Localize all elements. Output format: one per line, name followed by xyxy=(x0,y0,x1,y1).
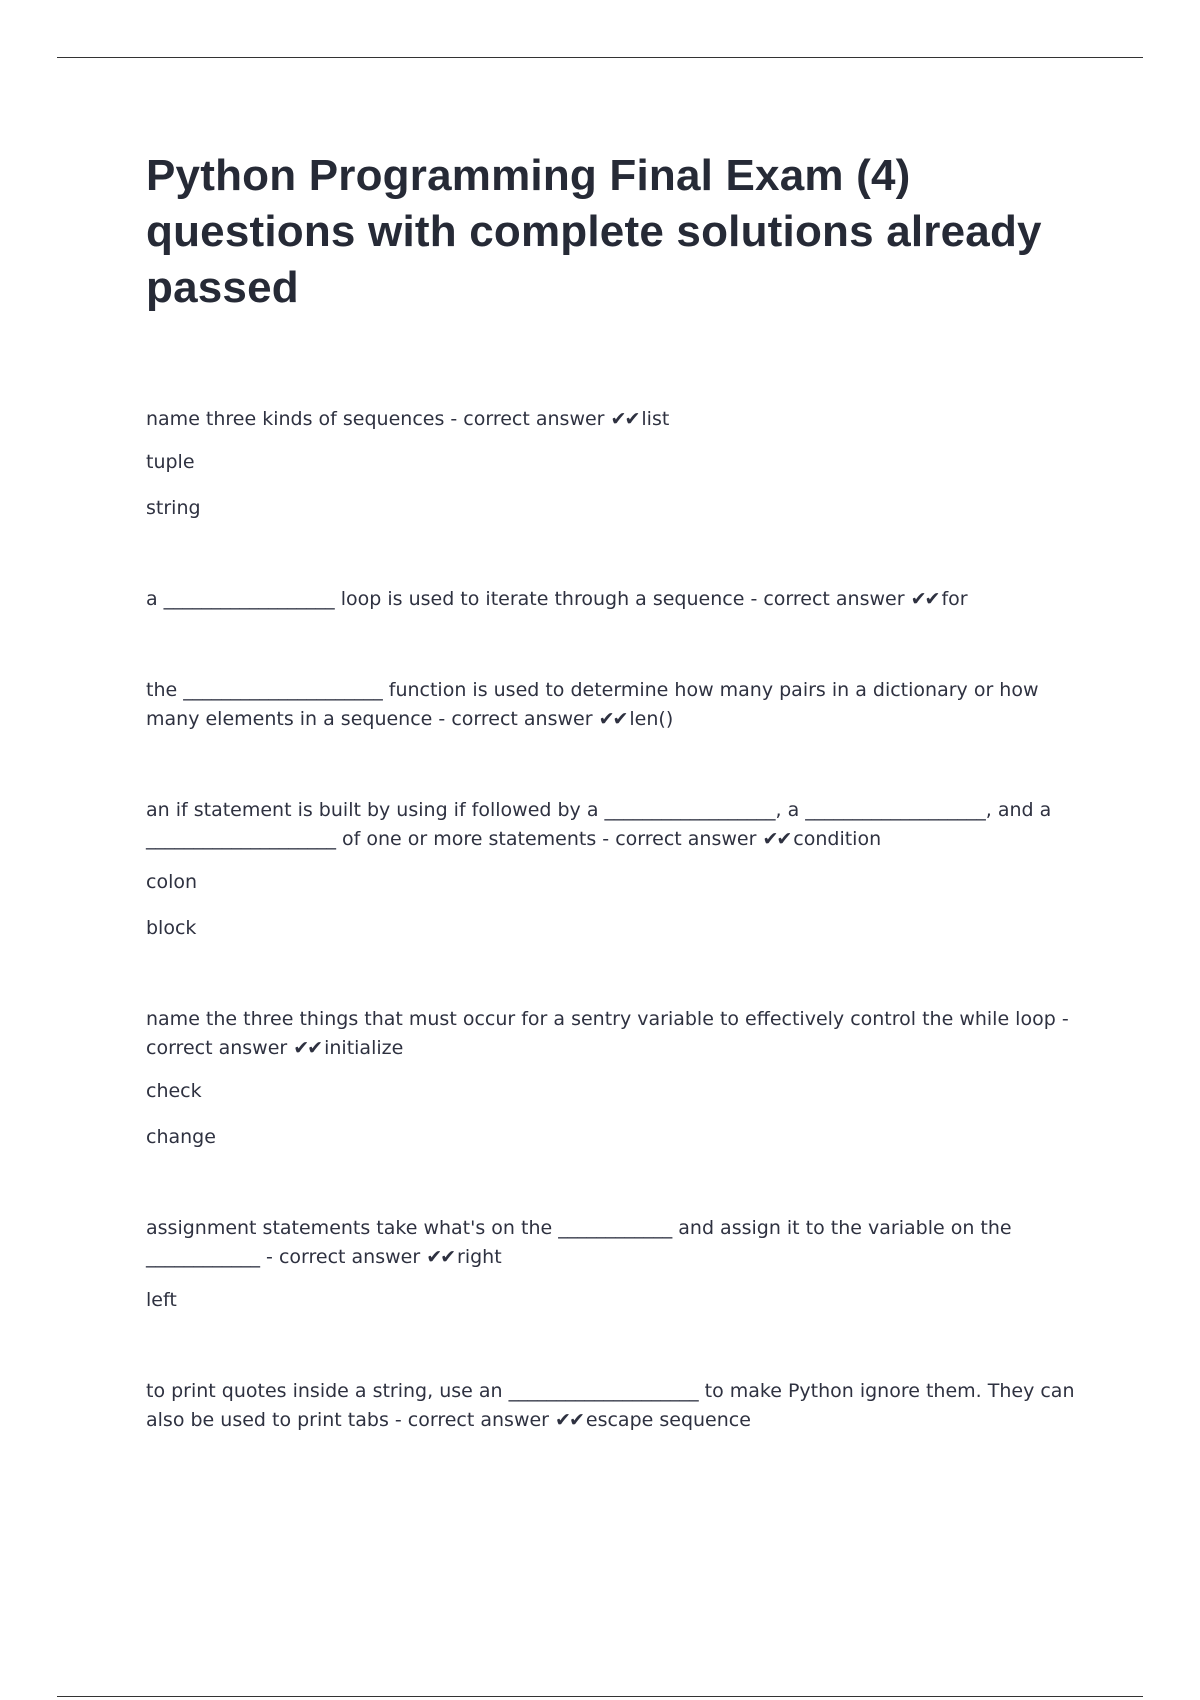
qa-item xyxy=(146,1005,1096,1152)
check-icon: ✔✔ xyxy=(598,708,627,730)
qa-item xyxy=(146,676,1096,734)
question-text: an if statement is built by using if followed by a __________________, a ___________________, and a ____________________ of one or more statements - correct answer ✔✔ condition xyxy=(146,799,1052,850)
qa-item xyxy=(146,796,1096,943)
document-title: Python Programming Final Exam (4) questions with complete solutions already passed xyxy=(146,151,1042,312)
answer-text: escape sequence xyxy=(585,1409,751,1431)
answer-text: for xyxy=(941,588,968,610)
answer-text: condition xyxy=(793,828,882,850)
answer-text: len() xyxy=(629,708,674,730)
qa-item xyxy=(146,405,1096,523)
answer-line: left xyxy=(146,1289,177,1311)
check-icon: ✔✔ xyxy=(762,828,791,850)
check-icon: ✔✔ xyxy=(293,1037,322,1059)
question-text: a __________________ loop is used to iterate through a sequence - correct answer ✔✔ for xyxy=(146,588,968,610)
question-text: assignment statements take what's on the ____________ and assign it to the variable on the ____________ - correct answer ✔✔ right xyxy=(146,1217,1012,1268)
answer-line: check xyxy=(146,1080,202,1102)
question-text: name three kinds of sequences - correct answer ✔✔ list xyxy=(146,408,670,430)
answer-line: string xyxy=(146,497,201,519)
question-text: to print quotes inside a string, use an ____________________ to make Python ignore them. They can also be used to print tabs - correct answer ✔✔ escape sequence xyxy=(146,1380,1075,1431)
qa-item xyxy=(146,1214,1096,1315)
qa-item xyxy=(146,1377,1096,1435)
check-icon: ✔✔ xyxy=(426,1246,455,1268)
qa-item xyxy=(146,585,1096,614)
document-body xyxy=(146,148,1096,1497)
answer-line: block xyxy=(146,917,197,939)
check-icon: ✔✔ xyxy=(910,588,939,610)
answer-line: colon xyxy=(146,871,198,893)
answer-line: change xyxy=(146,1126,216,1148)
top-rule xyxy=(57,57,1143,58)
question-text: the _____________________ function is used to determine how many pairs in a dictionary or how many elements in a sequence - correct answer ✔✔ len() xyxy=(146,679,1039,730)
bottom-rule xyxy=(57,1696,1143,1697)
answer-text: list xyxy=(641,408,670,430)
qa-list xyxy=(146,405,1096,1435)
check-icon: ✔✔ xyxy=(555,1409,583,1431)
check-icon: ✔✔ xyxy=(610,408,639,430)
question-text: name the three things that must occur for a sentry variable to effectively control the while loop - correct answer ✔✔ initialize xyxy=(146,1008,1069,1059)
answer-line: tuple xyxy=(146,451,195,473)
answer-text: initialize xyxy=(324,1037,404,1059)
answer-text: right xyxy=(457,1246,502,1268)
